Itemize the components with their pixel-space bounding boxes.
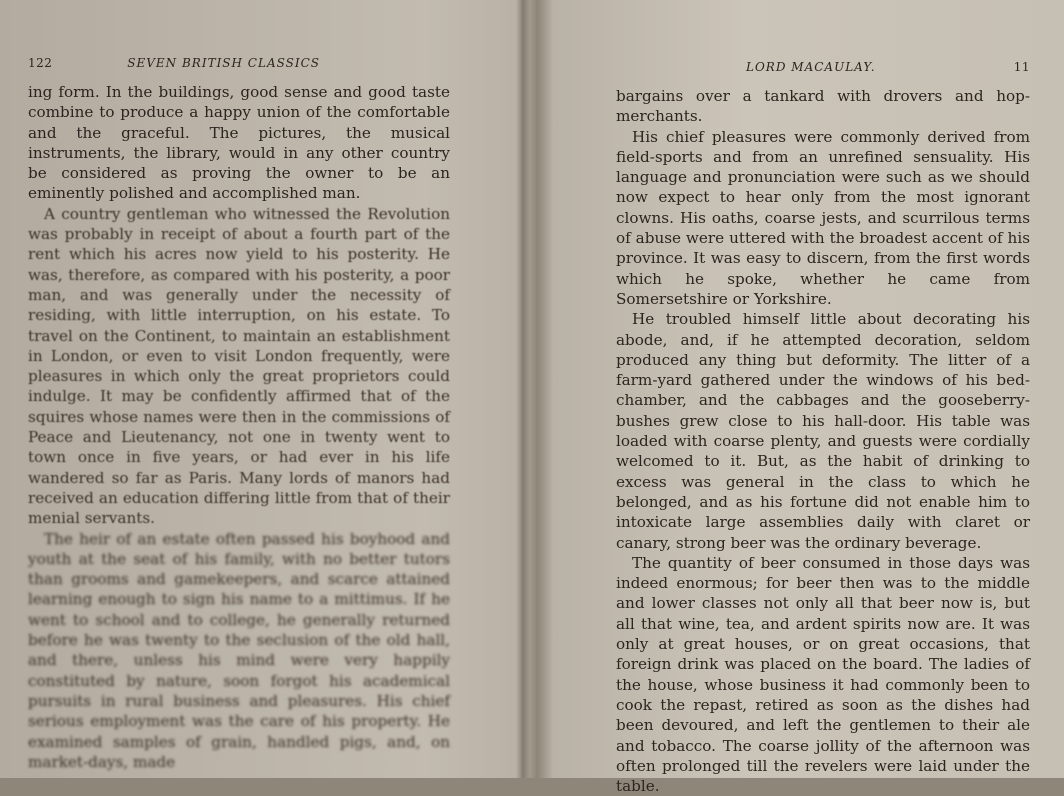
- right-paragraph-3: He troubled himself little about decorating his abode, and, if he attempted decoration, seldom produced any thing but deformity. The litter of a farm-yard gathered under the windows of his bed-chamber, and the cabbages and the gooseberry-bushes grew close to his hall-door. His table was loaded with coarse plenty, and guests were cordially welcomed to it. But, as the habit of drinking to excess was general in the class to which he belonged, and as his fortune did not enable him to intoxicate large assemblies daily with claret or canary, strong beer was the ordinary beverage.: [616, 310, 1030, 552]
- book-gutter: [516, 0, 530, 778]
- right-paragraph-2: His chief pleasures were commonly derived from field-sports and from an unrefined sensuality. His language and pronunciation were such as we should now expect to hear only from the most ignorant clowns. His oaths, coarse jests, and scurrilous terms of abuse were uttered with the broadest accent of his province. It was easy to discern, from the first words which he spoke, whether he came from Somersetshire or Yorkshire.: [616, 127, 1030, 308]
- right-running-head: LORD MACAULAY.: [746, 60, 876, 74]
- right-paragraph-1: bargains over a tankard with drovers and hop-merchants.: [616, 87, 1030, 126]
- left-page-number: 122: [28, 56, 53, 70]
- right-page-number: 11: [1013, 60, 1030, 74]
- left-running-head: SEVEN BRITISH CLASSICS: [127, 56, 320, 70]
- right-page-header: [616, 60, 1030, 74]
- right-paragraph-4: The quantity of beer consumed in those days was indeed enormous; for beer then was to the middle and lower classes not only all that beer now is, but all that wine, tea, and ardent spirits now are. It was only at great houses, or on great occasions, that foreign drink was placed on the board. The ladies of the house, whose business it had commonly been to cook the repast, retired as soon as the dishes had been devoured, and left the gentlemen to their ale and tobacco. The coarse jollity of the afternoon was often prolonged till the revelers were laid under the table.: [616, 553, 1030, 796]
- right-page: [536, 0, 1064, 796]
- left-paragraph-1: ing form. In the buildings, good sense and good taste combine to produce a happy union of the comfortable and the graceful. The pictures, the musical instruments, the library, would in any other country be considered as proving the owner to be an eminently polished and accomplished man.: [28, 83, 450, 203]
- left-page: [0, 0, 520, 778]
- left-paragraph-2: A country gentleman who witnessed the Revolution was probably in receipt of about a fourth part of the rent which his acres now yield to his posterity. He was, therefore, as compared with his posterity, a poor man, and was generally under the necessity of residing, with little interruption, on his estate. To travel on the Continent, to maintain an establishment in London, or even to visit London frequently, were pleasures in which only the great proprietors could indulge. It may be confidently affirmed that of the squires whose names were then in the commissions of Peace and Lieutenancy, not one in twenty went to town once in five years, or had ever in his life wandered so far as Paris. Many lords of manors had received an education differing little from that of their menial servants.: [28, 204, 450, 528]
- left-page-header: [28, 56, 450, 70]
- left-paragraph-3: The heir of an estate often passed his boyhood and youth at the seat of his family, with no better tutors than grooms and gamekeepers, and scarce attained learning enough to sign his name to a mittimus. If he went to school and to college, he generally returned before he was twenty to the seclusion of the old hall, and there, unless his mind were very happily constituted by nature, soon forgot his academical pursuits in rural business and pleasures. His chief serious employment was the care of his property. He examined samples of grain, handled pigs, and, on market-days, made: [28, 529, 450, 771]
